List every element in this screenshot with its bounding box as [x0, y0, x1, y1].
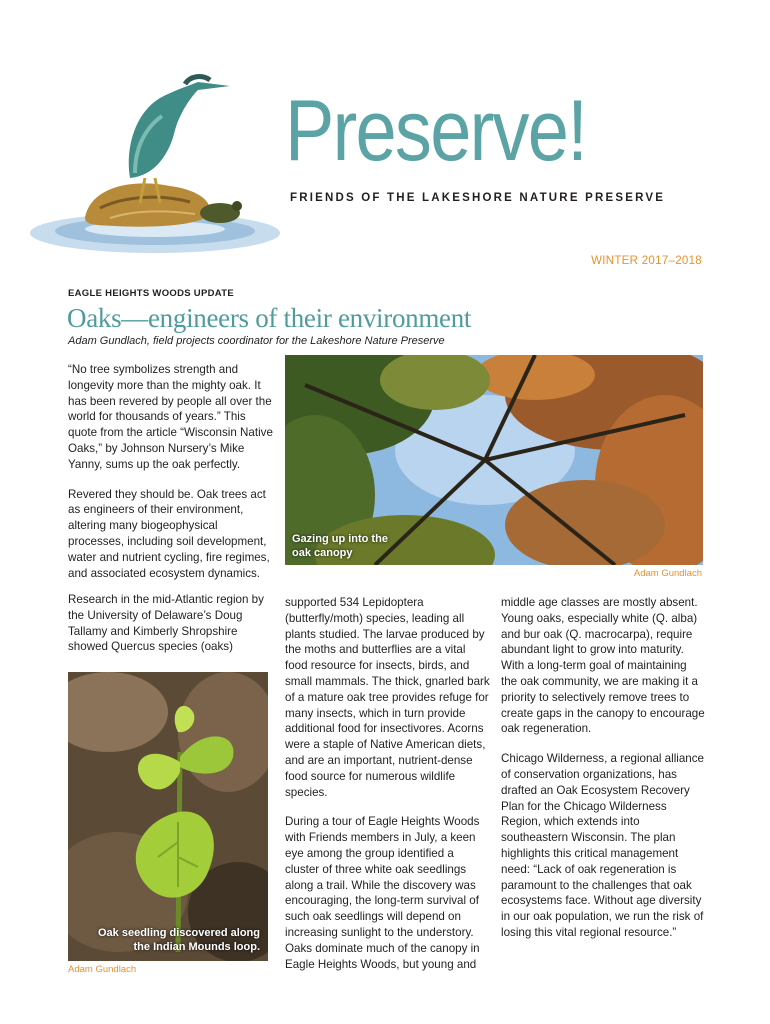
article-kicker: EAGLE HEIGHTS WOODS UPDATE	[68, 288, 234, 299]
heron-logo-illustration	[30, 68, 288, 258]
paragraph: supported 534 Lepidoptera (butterfly/moth) species, leading all plants studied. The larvae produced by the moths and butterflies are a vital food resource for insects, birds, and small mammals. The thick, gnarled bark of a mature oak tree provides refuge for many insects, which in turn provide additional food for insectivores. Acorns were a staple of Native American diets, and are an important, nutrient-dense food source for numerous wildlife species.	[285, 596, 490, 799]
oak-seedling-photo	[68, 672, 268, 961]
publication-subtitle: FRIENDS OF THE LAKESHORE NATURE PRESERVE	[290, 192, 666, 204]
article-column-1-top	[68, 362, 274, 595]
article-column-2	[285, 595, 490, 986]
seedling-photo-caption: Oak seedling discovered along the Indian Mounds loop.	[98, 927, 260, 953]
article-column-3	[501, 595, 705, 955]
canopy-photo-caption: Gazing up into the oak canopy	[292, 533, 388, 559]
seedling-photo-credit: Adam Gundlach	[68, 964, 137, 975]
paragraph: During a tour of Eagle Heights Woods with Friends members in July, a keen eye among the group identified a cluster of three white oak seedlings along a trail. While the discovery was encouraging, the long-term survival of such oak seedlings will depend on increasing sunlight to the understory. Oaks dominate much of the canopy in Eagle Heights Woods, but young and	[285, 815, 480, 971]
canopy-photo-credit: Adam Gundlach	[633, 568, 702, 579]
paragraph: “No tree symbolizes strength and longevity more than the mighty oak. It has been revered by people all over the world for thousands of years.” This quote from the article “Wisconsin Native Oaks,” by Johnson Nursery’s Mike Yanny, sums up the oak perfectly.	[68, 363, 273, 471]
article-headline: Oaks—engineers of their environment	[67, 303, 472, 333]
publication-title: Preserve!	[285, 83, 587, 179]
paragraph: Revered they should be. Oak trees act as engineers of their environment, altering many biogeophysical processes, including soil development, water and nutrient cycling, fire regimes, and associated ecosystem dynamics.	[68, 487, 270, 580]
article-column-1-bottom	[68, 592, 274, 669]
issue-date: WINTER 2017–2018	[591, 255, 702, 267]
paragraph: middle age classes are mostly absent. Young oaks, especially white (Q. alba) and bur oak (Q. macrocarpa), require abundant light to grow into maturity. With a long-term goal of maintaining the oak community, we are making it a priority to selectively remove trees to create gaps in the canopy to encourage oak regeneration.	[501, 596, 705, 736]
paragraph: Research in the mid-Atlantic region by the University of Delaware’s Doug Tallamy and Kimberly Shropshire showed Quercus species (oaks)	[68, 593, 264, 654]
article-byline: Adam Gundlach, field projects coordinator for the Lakeshore Nature Preserve	[68, 335, 445, 347]
paragraph: Chicago Wilderness, a regional alliance of conservation organizations, has drafted an Oak Ecosystem Recovery Plan for the Chicago Wilderness Region, which extends into southeastern Wisconsin. The plan highlights this critical management need: “Lack of oak regeneration is paramount to the challenges that oak ecosystems face. Without age diversity in our oak population, we run the risk of losing this vital regional resource.”	[501, 752, 704, 939]
